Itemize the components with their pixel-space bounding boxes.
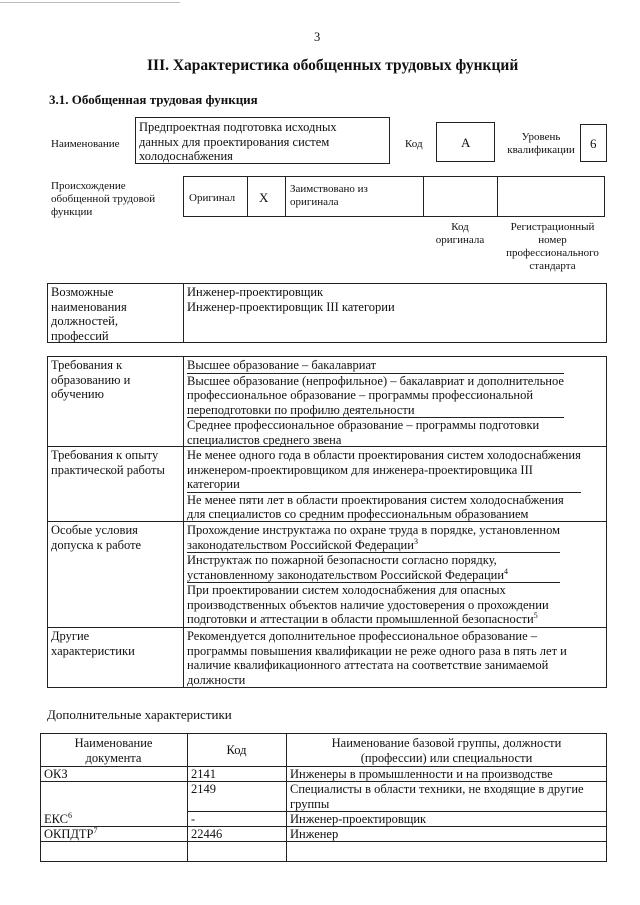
conditions-text: Прохождение инструктажа по охране труда в порядке, установленном законодательством Российской Федерации$^3$ Инструктаж по пожарной безопасности согласно порядку, установленному законодательством Российской Федерации$^4$ При проектировании систем холодоснабжения для опасных производственных объектов наличие удостоверения о прохождении подготовки и аттестации в области промышленной безопасности$^5$ — [187, 523, 561, 626]
table-row-code: 2149 — [191, 782, 216, 796]
level-value-box — [580, 124, 607, 162]
other-label: Другие характеристики — [51, 629, 135, 658]
section-title: III. Характеристика обобщенных трудовых функций — [147, 57, 519, 74]
table-row-name: Инженер-проектировщик — [290, 812, 427, 826]
table-row-doc: ОКПДТР$^7$ — [44, 825, 98, 841]
table-row-doc: ЕКС$^6$ — [44, 810, 72, 826]
page-number: 3 — [314, 30, 321, 44]
positions-values: Инженер-проектировщик Инженер-проектировщик III категории — [187, 285, 395, 314]
scan-edge-line — [0, 2, 180, 3]
borrowed-label: Заимствовано из оригинала — [290, 183, 368, 208]
table-row-name: Инженер — [290, 827, 339, 841]
education-text: Высшее образование – бакалавриат Высшее образование (непрофильное) – бакалавриат и дополнительное профессиональное образование – программы профессиональной переподготовки по профилю деятельности Среднее профессиональное образование – программы подготовки специалистов среднего звена — [187, 358, 564, 447]
conditions-label: Особые условия допуска к работе — [51, 523, 142, 552]
name-value-line: холодоснабжения — [139, 149, 233, 163]
table-row-code: 2141 — [191, 767, 216, 781]
experience-label: Требования к опыту практической работы — [51, 448, 165, 477]
original-label: Оригинал — [189, 192, 236, 204]
name-value-box — [135, 117, 390, 164]
level-label: Уровень квалификации — [507, 131, 575, 156]
code-value: A — [461, 135, 471, 150]
code-original-label: Код оригинала — [435, 221, 485, 246]
name-value-line: Предпроектная подготовка исходных — [139, 120, 337, 134]
original-mark: X — [259, 190, 269, 205]
table-row-code: - — [191, 812, 196, 826]
origin-label: Происхождение обобщенной трудовой функции — [51, 180, 156, 218]
reg-number-label: Регистрационный номер профессионального стандарта — [506, 221, 599, 272]
col-header-code: Код — [226, 743, 247, 757]
table-row-name: Специалисты в области техники, не входящие в другие группы — [290, 782, 584, 811]
level-value: 6 — [590, 136, 597, 151]
subsection-title: 3.1. Обобщенная трудовая функция — [49, 92, 258, 107]
table-row-code: 22446 — [191, 827, 223, 841]
other-text: Рекомендуется дополнительное профессиональное образование – программы повышения квалификации не реже одного раза в пять лет и наличие квалификационного аттестата на соответствие занимаемой должности — [187, 629, 567, 687]
additional-title: Дополнительные характеристики — [47, 707, 232, 722]
positions-label: Возможные наименования должностей, профессий — [51, 285, 127, 343]
table-row-doc: ОКЗ — [44, 767, 68, 781]
name-label: Наименование — [51, 138, 120, 150]
col-header-document: Наименование документа — [74, 736, 153, 765]
experience-text: Не менее одного года в области проектирования систем холодоснабжения инженером-проектировщиком для инженера-проектировщика III категории Не менее пяти лет в области проектирования систем холодоснабжения для специалистов со средним профессиональным образованием — [187, 448, 581, 521]
code-label: Код — [405, 138, 423, 150]
code-value-box — [436, 122, 495, 162]
name-value-line: данных для проектирования систем — [139, 134, 330, 149]
col-header-name: Наименование базовой группы, должности (профессии) или специальности — [331, 736, 562, 765]
education-label: Требования к образованию и обучению — [51, 358, 131, 401]
table-row-name: Инженеры в промышленности и на производстве — [290, 767, 553, 781]
